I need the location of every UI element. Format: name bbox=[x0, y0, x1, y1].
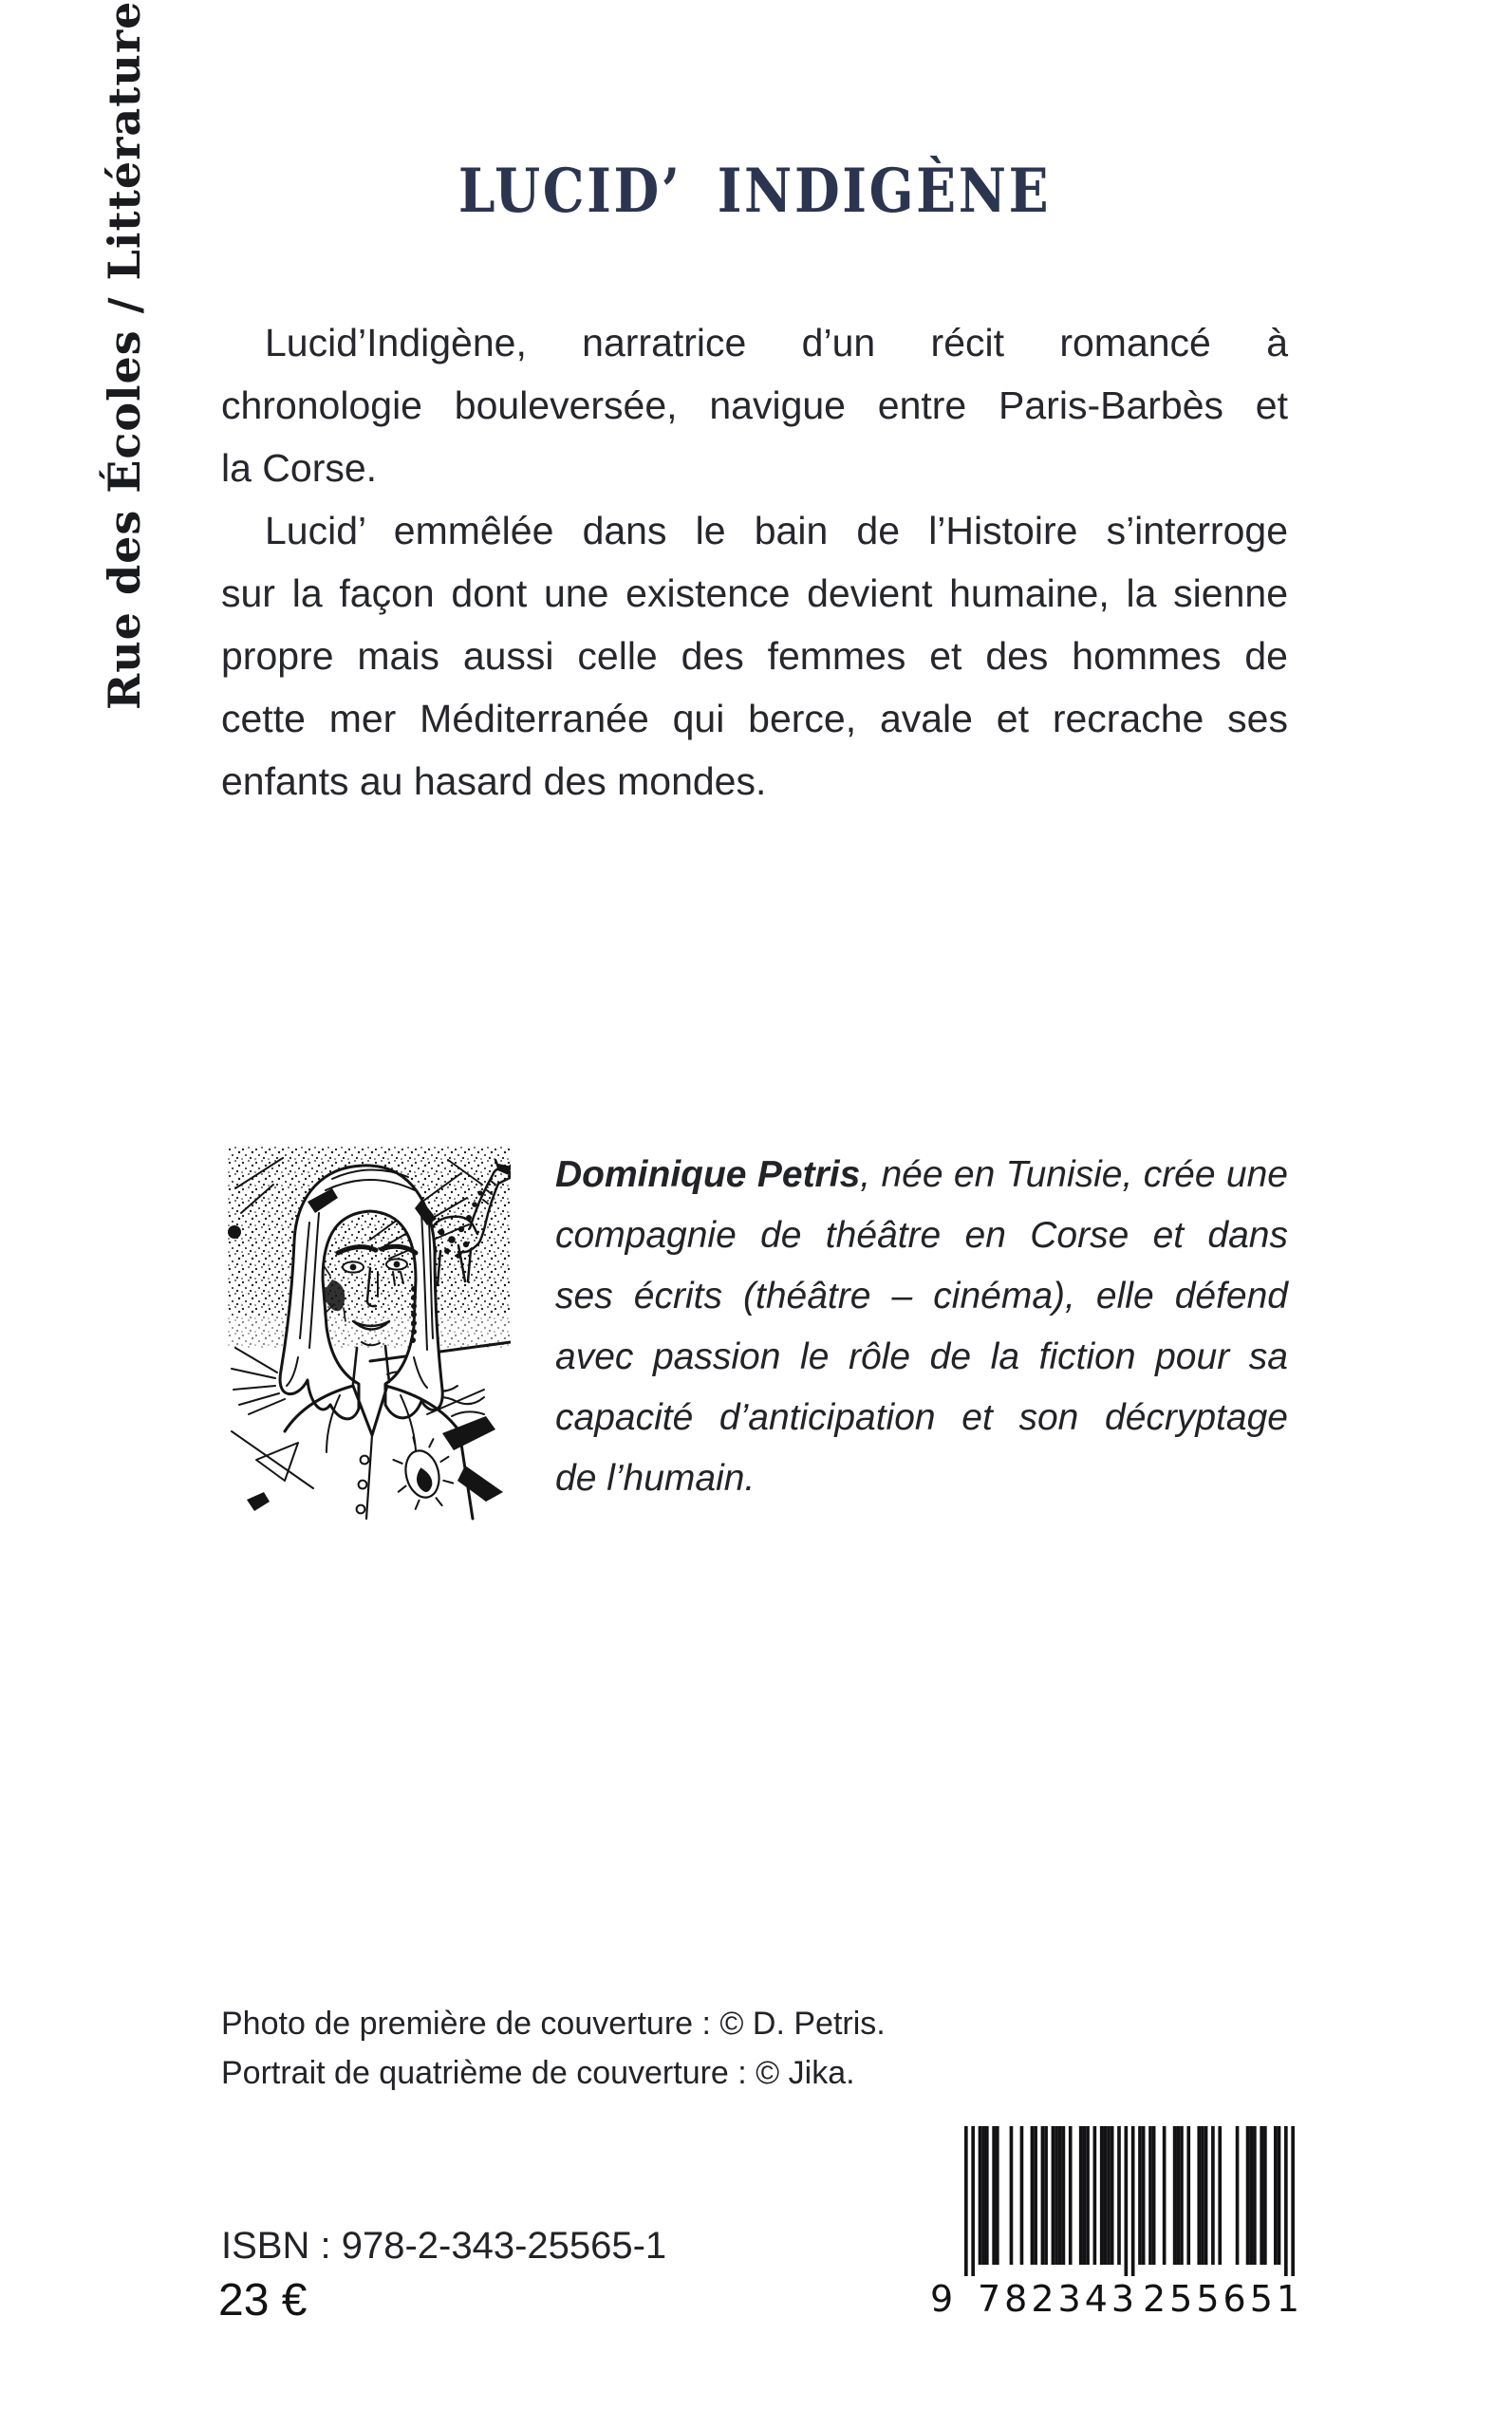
synopsis-paragraph-2 bbox=[221, 499, 1288, 812]
text-line: avec passion le rôle de la fiction pour sa bbox=[555, 1336, 1288, 1377]
author-bio bbox=[555, 1145, 1288, 1509]
text-line: ses écrits (théâtre – cinéma), elle défend bbox=[555, 1276, 1288, 1317]
credit-back-cover: Portrait de quatrième de couverture : © Jika. bbox=[221, 2055, 855, 2091]
text-line: enfants au hasard des mondes. bbox=[221, 759, 767, 803]
bio-lines bbox=[555, 1205, 1288, 1509]
book-title: LUCID’ INDIGÈNE bbox=[457, 156, 1052, 227]
ean13-barcode bbox=[930, 2126, 1304, 2330]
text-line: compagnie de théâtre en Corse et dans bbox=[555, 1215, 1288, 1256]
bio-first-line-rest: , née en Tunisie, crée une bbox=[860, 1154, 1288, 1195]
cover-credits bbox=[221, 1999, 886, 2098]
text-line: sur la façon dont une existence devient humaine, la sienne bbox=[221, 571, 1288, 615]
text-line: de l’humain. bbox=[555, 1458, 756, 1499]
text-line: propre mais aussi celle des femmes et des hommes de bbox=[221, 634, 1288, 678]
text-line: cette mer Méditerranée qui berce, avale et recrache ses bbox=[221, 697, 1288, 740]
synopsis-paragraph-1 bbox=[221, 311, 1288, 499]
barcode-digits-right: 255651 bbox=[1143, 2278, 1304, 2320]
collection-label: Rue des Écoles / Littérature bbox=[99, 0, 150, 710]
text-line: Lucid’Indigène, narratrice d’un récit romancé à bbox=[265, 321, 1288, 364]
author-name: Dominique Petris bbox=[555, 1154, 861, 1195]
text-line: chronologie bouleversée, navigue entre Paris-Barbès et bbox=[221, 383, 1288, 427]
text-line: capacité d’anticipation et son décryptage bbox=[555, 1397, 1288, 1438]
synopsis bbox=[221, 311, 1288, 812]
barcode-digit-lead: 9 bbox=[930, 2278, 954, 2320]
price-label: 23 € bbox=[218, 2275, 308, 2325]
text-line: Lucid’ emmêlée dans le bain de l’Histoire s’interroge bbox=[265, 509, 1288, 552]
isbn-label: ISBN : 978-2-343-25565-1 bbox=[221, 2225, 667, 2267]
credit-front-cover: Photo de première de couverture : © D. Petris. bbox=[221, 2006, 886, 2042]
text-line: la Corse. bbox=[221, 446, 378, 490]
barcode-svg bbox=[964, 2126, 1295, 2278]
bio-first-line bbox=[555, 1145, 1288, 1205]
barcode-digits-left: 782343 bbox=[978, 2278, 1139, 2320]
author-portrait-illustration bbox=[228, 1147, 511, 1521]
